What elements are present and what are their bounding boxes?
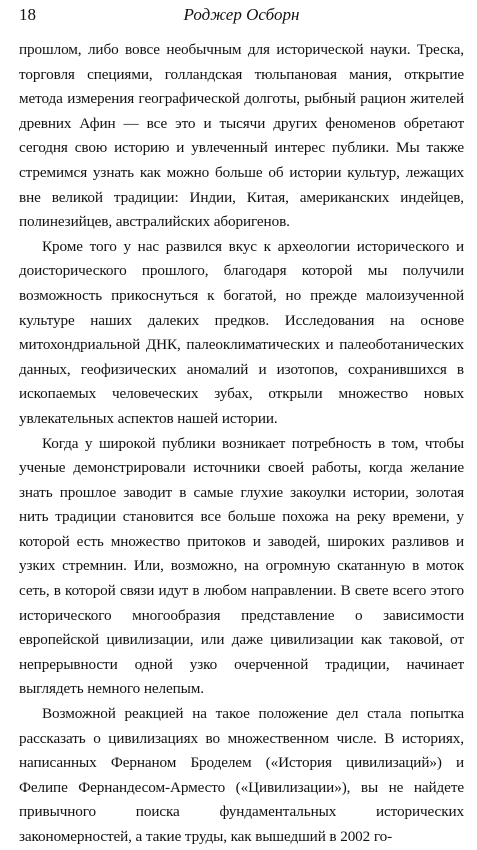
paragraph: Возможной реакцией на такое положение дел стала попытка рассказать о цивилизациях во множественном числе. В историях, написанных Фернаном Броделем («История цивилизаций») и Фелипе Фернандесом-Арместо («Цивилизации»), вы не найдете привычного поиска фундаментальных исторических закономерностей, а такие труды, как вышедший в 2002 го-: [19, 705, 464, 845]
paragraph-continued: прошлом, либо вовсе необычным для исторической науки. Треска, торговля специями, голландская тюльпановая мания, открытие метода измерения географической долготы, рыбный рацион жителей древних Афин — все это и тысячи других феноменов обретают сегодня свою историю и увлеченный интерес публики. Мы также стремимся узнать как можно больше об истории культур, лежащих вне великой традиции: Индии, Китая, американских индейцев, полинезийцев, австралийских аборигенов.: [19, 41, 464, 231]
running-head: Роджер Осборн: [183, 5, 300, 24]
body-text: [19, 38, 464, 850]
page-number: 18: [19, 5, 36, 24]
paragraph: Когда у широкой публики возникает потребность в том, чтобы ученые демонстрировали источники своей работы, когда желание знать прошлое заводит в самые глухие закоулки истории, золотая нить традиции становится все больше похожа на реку времени, у которой есть множество притоков и заводей, широких разливов и узких стремнин. Или, возможно, на огромную скатанную в моток сеть, в которой связи идут в любом направлении. В свете всего этого исторического многообразия представление о зависимости европейской цивилизации, или даже цивилизации как таковой, от непрерывности одной узко очерченной традиции, начинает выглядеть немного нелепым.: [19, 434, 464, 698]
paragraph: Кроме того у нас развился вкус к археологии исторического и доисторического прошлого, благодаря которой мы получили возможность прикоснуться к богатой, но прежде малоизученной культуре наших далеких предков. Исследования на основе митохондриальной ДНК, палеоклиматических и палеоботанических данных, геофизических аномалий и изотопов, сохранившихся в ископаемых человеческих зубах, открыли множество новых увлекательных аспектов нашей истории.: [19, 237, 464, 427]
page-header: [19, 0, 464, 38]
